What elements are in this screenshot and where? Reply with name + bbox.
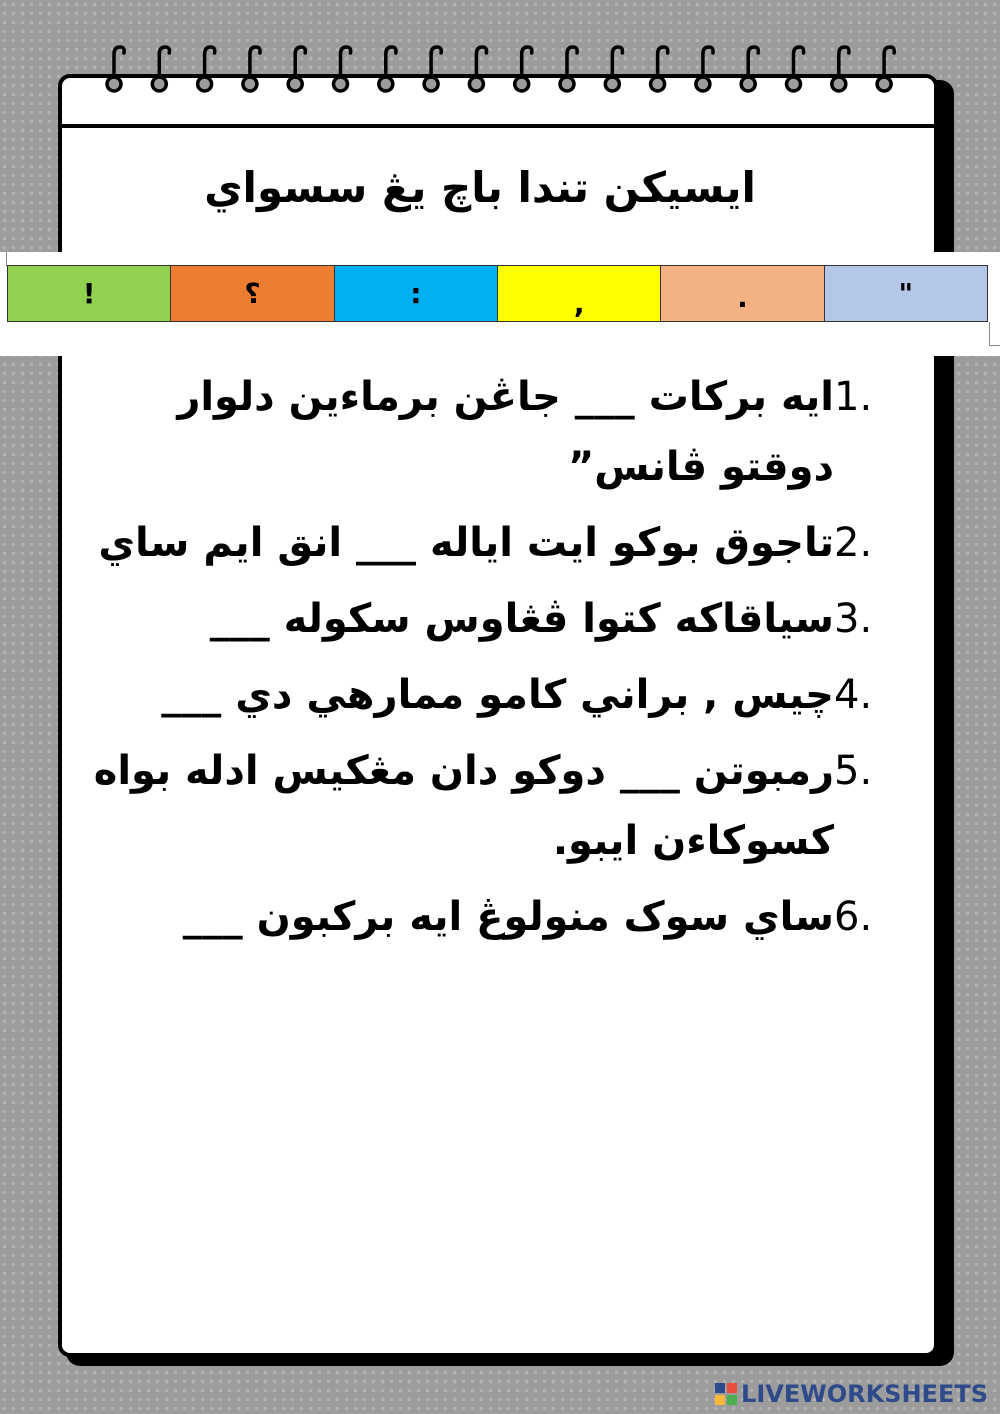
spiral-ring-icon: [198, 47, 215, 91]
punctuation-cell-colon[interactable]: :: [335, 266, 498, 321]
spiral-ring-icon: [605, 47, 622, 91]
question-item: [70, 508, 890, 578]
punctuation-cell-quote[interactable]: ": [825, 266, 987, 321]
question-text[interactable]: ايه برکات ___ جاڠن برماءين دلوار دوقتو ڤانس”: [177, 374, 834, 490]
spiral-ring-icon: [560, 47, 577, 91]
punctuation-cell-period[interactable]: .: [661, 266, 824, 321]
question-number: 4.: [834, 672, 873, 718]
question-number: 3.: [834, 596, 873, 642]
spiral-ring-icon: [741, 47, 758, 91]
spiral-rings-icon: [98, 44, 898, 100]
question-item: [70, 660, 890, 730]
spiral-ring-icon: [243, 47, 260, 91]
spiral-ring-icon: [469, 47, 486, 91]
spiral-ring-icon: [515, 47, 532, 91]
spiral-ring-icon: [288, 47, 305, 91]
spiral-ring-icon: [651, 47, 668, 91]
question-text[interactable]: سياقاکه کتوا ڤڠاوس سکوله ___: [209, 596, 834, 642]
question-text[interactable]: رمبوتن ___ دوکو دان مڠکيس ادله بواه کسوکاءن ايبو.: [93, 748, 834, 864]
spiral-ring-icon: [787, 47, 804, 91]
liveworksheets-logo[interactable]: [714, 1380, 988, 1408]
spiral-ring-icon: [424, 47, 441, 91]
strip-corner-mark: [989, 322, 1000, 346]
question-text[interactable]: چيس , براني کامو ممارهي دي ___: [161, 672, 834, 718]
spiral-ring-icon: [107, 47, 124, 91]
punctuation-table: [7, 265, 988, 322]
question-text[interactable]: تاجوق بوکو ايت اياله ___ انق ايم ساي: [98, 520, 834, 566]
question-list: [70, 362, 890, 958]
question-item: [70, 736, 890, 876]
logo-text: LIVEWORKSHEETS: [741, 1380, 988, 1408]
strip-corner-mark: [0, 252, 7, 266]
worksheet-title: ايسيکن تندا باچ يڠ سسواي: [204, 163, 756, 212]
spiral-ring-icon: [832, 47, 849, 91]
question-number: 5.: [834, 748, 873, 794]
spiral-ring-icon: [334, 47, 351, 91]
notebook-header-line: [62, 124, 934, 128]
spiral-ring-icon: [696, 47, 713, 91]
punctuation-cell-comma[interactable]: ,: [498, 266, 661, 321]
liveworksheets-logo-icon: [714, 1382, 738, 1406]
spiral-ring-icon: [152, 47, 169, 91]
question-item: [70, 584, 890, 654]
punctuation-cell-question[interactable]: ؟: [171, 266, 334, 321]
question-number: 6.: [834, 894, 873, 940]
question-number: 1.: [834, 374, 873, 420]
question-number: 2.: [834, 520, 873, 566]
punctuation-cell-exclamation[interactable]: !: [8, 266, 171, 321]
question-item: [70, 882, 890, 952]
question-item: [70, 362, 890, 502]
spiral-ring-icon: [379, 47, 396, 91]
spiral-ring-icon: [877, 47, 894, 91]
question-text[interactable]: ساي سوک منولوڠ ايه برکبون ___: [182, 894, 834, 940]
